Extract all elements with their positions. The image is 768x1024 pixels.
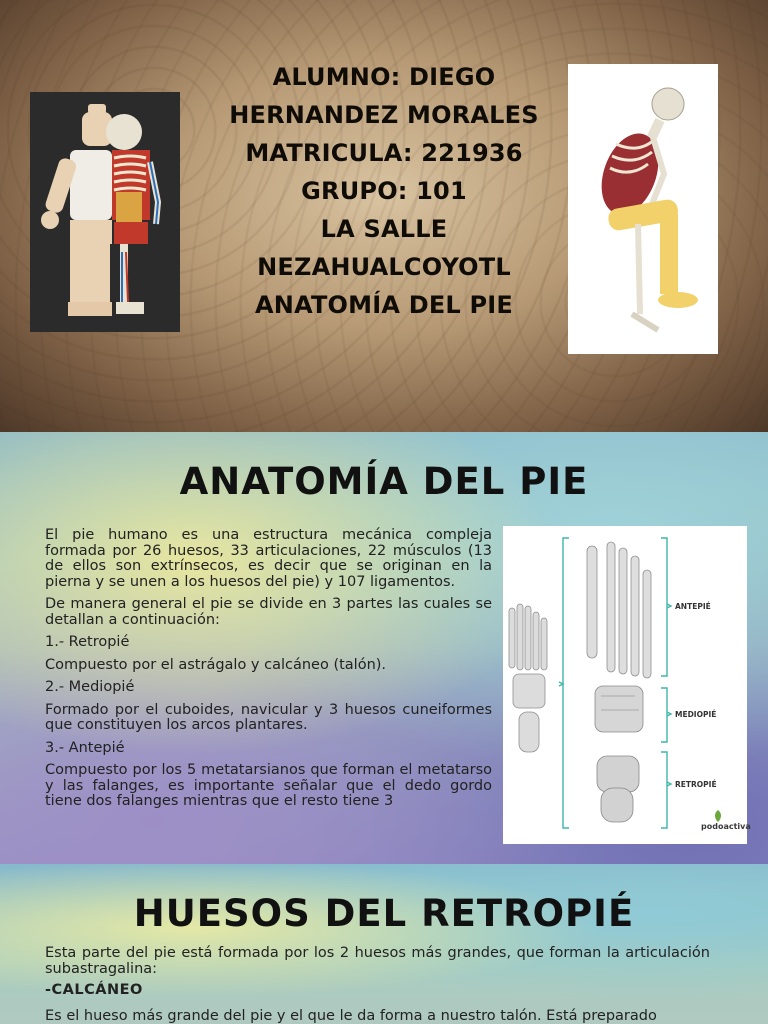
paragraph-intro: Esta parte del pie está formada por los 2 huesos más grandes, que forman la articulación subastragalina: [45,945,710,977]
brand-name: podoactiva [701,822,751,831]
label-antepie: ANTEPIÉ [675,602,711,611]
section-mediopie: 2.- Mediopié [45,679,135,695]
slide-body-text [45,528,492,817]
cover-line-school: LA SALLE [320,215,448,243]
heading-calcaneo: -CALCÁNEO [45,982,143,998]
paragraph-antepie: Compuesto por los 5 metatarsianos que forman el metatarso y las falanges, es importante señalar que el dedo gordo tiene dos falanges mientras que el resto tiene 3 [45,762,492,809]
cover-line-group: GRUPO: 101 [301,177,467,205]
section-antepie: 3.- Antepié [45,739,125,756]
slide-title: HUESOS DEL RETROPIÉ [133,892,635,935]
paragraph-intro: El pie humano es una estructura mecánica compleja formada por 26 huesos, 33 articulaciones, 22 músculos (13 de ellos son extrínsecos, es decir que se originan en la pierna y se unen a los huesos del pie) y 107 ligamentos. [45,527,492,590]
paragraph-calcaneo: Es el hueso más grande del pie y el que le da forma a nuestro talón. Está preparado [45,1007,657,1024]
foot-bones-diagram [503,526,747,844]
cover-line-student: ALUMNO: DIEGO [272,63,496,91]
cover-line-name: HERNANDEZ MORALES [229,101,539,129]
retropie-slide [0,864,768,1024]
cover-line-matricula: MATRICULA: 221936 [245,139,523,167]
label-mediopie: MEDIOPIÉ [675,710,717,719]
cover-title-block [200,58,568,324]
slide-body-text [45,946,710,1024]
cover-line-topic: ANATOMÍA DEL PIE [255,291,513,319]
foot-bones-figure [503,526,751,844]
label-retropie: RETROPIÉ [675,780,717,789]
slide-title: ANATOMÍA DEL PIE [179,460,589,503]
skeleton-sitting-image [568,64,718,354]
cover-slide [0,0,768,432]
anatomy-slide [0,432,768,864]
paragraph-divisions: De manera general el pie se divide en 3 partes las cuales se detallan a continuación: [45,596,492,628]
cover-line-campus: NEZAHUALCOYOTL [257,253,511,281]
podoactiva-logo [701,822,751,831]
leaf-icon [713,810,723,822]
section-retropie: 1.- Retropié [45,634,130,650]
lego-anatomy-image [30,92,180,332]
paragraph-retropie: Compuesto por el astrágalo y calcáneo (talón). [45,656,387,673]
paragraph-mediopie: Formado por el cuboides, navicular y 3 huesos cuneiformes que constituyen los arcos plantares. [45,701,492,733]
